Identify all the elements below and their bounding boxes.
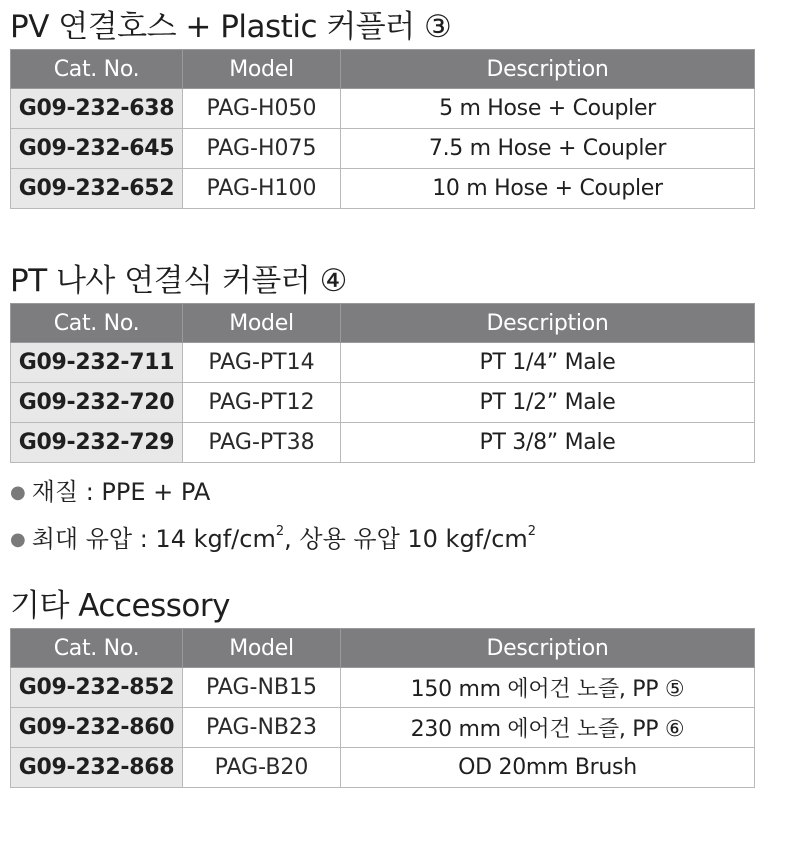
- section-title: PV 연결호스 + Plastic 커플러 ③: [10, 9, 452, 45]
- product-table: [10, 628, 755, 788]
- cat-no-cell: G09-232-729: [11, 423, 183, 463]
- cat-no-cell: G09-232-852: [11, 668, 183, 708]
- description-cell: 10 m Hose + Coupler: [341, 169, 755, 209]
- model-cell: PAG-PT12: [183, 383, 341, 423]
- table-header-row: [11, 50, 755, 89]
- description-cell: PT 3/8” Male: [341, 423, 755, 463]
- table-header-row: [11, 629, 755, 668]
- bullet-dot-icon: ●: [10, 529, 26, 550]
- table-row: [11, 748, 755, 788]
- table-row: [11, 708, 755, 748]
- column-header-cat-no: Cat. No.: [11, 50, 183, 89]
- table-row: [11, 343, 755, 383]
- model-cell: PAG-NB15: [183, 668, 341, 708]
- bullet-dot-icon: ●: [10, 482, 26, 503]
- table-row: [11, 129, 755, 169]
- model-cell: PAG-B20: [183, 748, 341, 788]
- column-header-model: Model: [183, 50, 341, 89]
- model-cell: PAG-PT38: [183, 423, 341, 463]
- description-cell: PT 1/2” Male: [341, 383, 755, 423]
- column-header-description: Description: [341, 629, 755, 668]
- table-row: [11, 383, 755, 423]
- table-header-row: [11, 304, 755, 343]
- normal-pressure-text: , 상용 유압 10 kgf/cm: [284, 525, 528, 553]
- description-cell: 7.5 m Hose + Coupler: [341, 129, 755, 169]
- max-pressure-text: 최대 유압 : 14 kgf/cm: [31, 525, 276, 553]
- superscript: 2: [527, 524, 537, 539]
- description-cell: 5 m Hose + Coupler: [341, 89, 755, 129]
- section-title: 기타 Accessory: [10, 588, 230, 624]
- description-cell: PT 1/4” Male: [341, 343, 755, 383]
- superscript: 2: [275, 524, 285, 539]
- cat-no-cell: G09-232-720: [11, 383, 183, 423]
- description-cell: 230 mm 에어건 노즐, PP ⑥: [341, 708, 755, 748]
- cat-no-cell: G09-232-860: [11, 708, 183, 748]
- column-header-description: Description: [341, 304, 755, 343]
- section-pt-coupler: [0, 260, 800, 302]
- model-cell: PAG-H100: [183, 169, 341, 209]
- description-cell: 150 mm 에어건 노즐, PP ⑤: [341, 668, 755, 708]
- spec-notes: [10, 472, 536, 552]
- table-row: [11, 169, 755, 209]
- table-row: [11, 89, 755, 129]
- product-table: [10, 49, 755, 209]
- column-header-model: Model: [183, 304, 341, 343]
- model-cell: PAG-H050: [183, 89, 341, 129]
- column-header-description: Description: [341, 50, 755, 89]
- table-row: [11, 423, 755, 463]
- column-header-model: Model: [183, 629, 341, 668]
- model-cell: PAG-H075: [183, 129, 341, 169]
- model-cell: PAG-NB23: [183, 708, 341, 748]
- description-cell: OD 20mm Brush: [341, 748, 755, 788]
- pressure-note: [10, 512, 536, 552]
- section-title: PT 나사 연결식 커플러 ④: [10, 263, 347, 299]
- cat-no-cell: G09-232-652: [11, 169, 183, 209]
- column-header-cat-no: Cat. No.: [11, 629, 183, 668]
- product-table: [10, 303, 755, 463]
- material-note-text: 재질 : PPE + PA: [31, 478, 211, 506]
- section-accessory: [0, 585, 800, 627]
- table-row: [11, 668, 755, 708]
- material-note: [10, 472, 536, 512]
- cat-no-cell: G09-232-638: [11, 89, 183, 129]
- model-cell: PAG-PT14: [183, 343, 341, 383]
- cat-no-cell: G09-232-645: [11, 129, 183, 169]
- column-header-cat-no: Cat. No.: [11, 304, 183, 343]
- cat-no-cell: G09-232-711: [11, 343, 183, 383]
- section-pv-hose: [0, 6, 800, 48]
- cat-no-cell: G09-232-868: [11, 748, 183, 788]
